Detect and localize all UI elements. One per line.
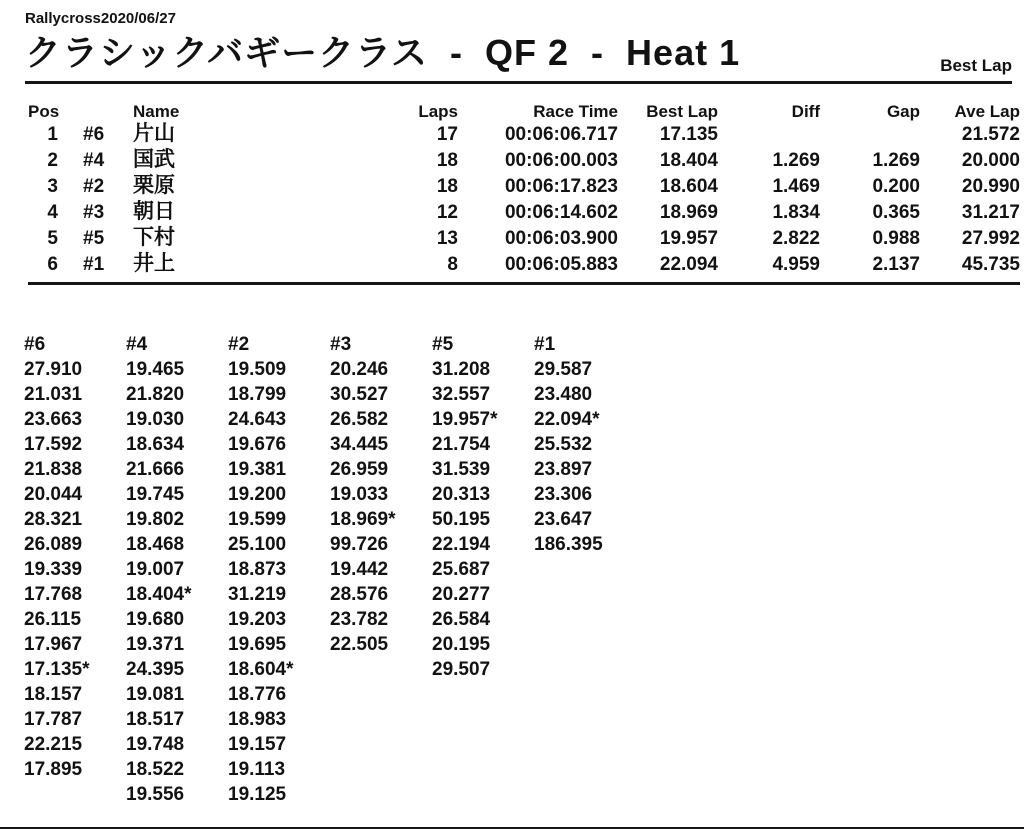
lap-time: 19.556	[126, 784, 185, 805]
lap-time: 28.321	[24, 509, 83, 530]
lap-column-times	[24, 357, 126, 782]
lap-time: 19.957*	[432, 409, 498, 430]
sheet-header	[0, 0, 1024, 84]
result-car-number: #3	[83, 202, 105, 223]
lap-time: 18.776	[228, 684, 287, 705]
lap-time: 18.873	[228, 559, 287, 580]
lap-time: 19.371	[126, 634, 185, 655]
result-laps: 13	[436, 228, 458, 249]
lap-column	[228, 332, 330, 807]
lap-time: 17.787	[24, 709, 83, 730]
lap-time: 31.208	[432, 359, 491, 380]
lap-time: 17.592	[24, 434, 83, 455]
result-diff: 1.469	[772, 176, 820, 197]
col-header-diff: Diff	[791, 102, 820, 121]
result-driver-name: 下村	[133, 226, 175, 249]
result-gap: 0.200	[872, 176, 920, 197]
lap-time: 22.505	[330, 634, 389, 655]
lap-time: 20.044	[24, 484, 83, 505]
result-laps: 8	[447, 254, 458, 275]
result-driver-name: 朝日	[133, 200, 175, 223]
lap-time: 25.687	[432, 559, 491, 580]
lap-time: 21.838	[24, 459, 83, 480]
lap-time: 21.754	[432, 434, 491, 455]
result-best-lap: 22.094	[659, 254, 718, 275]
col-header-ave-lap: Ave Lap	[954, 102, 1020, 121]
lap-column-car-number: #5	[432, 334, 454, 355]
col-header-gap: Gap	[886, 102, 920, 121]
result-best-lap: 17.135	[659, 124, 718, 145]
lap-column-car-number: #6	[24, 334, 46, 355]
lap-time: 19.509	[228, 359, 287, 380]
result-race-time: 00:06:14.602	[504, 202, 618, 223]
result-best-lap: 19.957	[659, 228, 718, 249]
lap-time: 32.557	[432, 384, 491, 405]
result-car-number: #2	[83, 176, 105, 197]
result-laps: 18	[436, 176, 458, 197]
lap-time: 19.680	[126, 609, 185, 630]
result-ave-lap: 21.572	[961, 124, 1020, 145]
lap-time: 99.726	[330, 534, 389, 555]
lap-time: 29.587	[534, 359, 593, 380]
result-pos: 4	[47, 202, 58, 223]
lap-times-grid	[24, 332, 1024, 807]
lap-time: 19.203	[228, 609, 287, 630]
lap-time: 29.507	[432, 659, 491, 680]
lap-time: 19.676	[228, 434, 287, 455]
lap-time: 22.194	[432, 534, 491, 555]
lap-time: 18.604*	[228, 659, 294, 680]
result-ave-lap: 20.990	[961, 176, 1020, 197]
lap-time: 18.468	[126, 534, 185, 555]
lap-time: 17.768	[24, 584, 83, 605]
result-gap: 0.365	[872, 202, 920, 223]
lap-time: 26.582	[330, 409, 389, 430]
lap-time: 18.799	[228, 384, 287, 405]
result-gap: 2.137	[872, 254, 920, 275]
lap-time: 186.395	[534, 534, 603, 555]
lap-time: 18.157	[24, 684, 83, 705]
result-row	[28, 148, 1020, 174]
result-gap: 0.988	[872, 228, 920, 249]
lap-time: 30.527	[330, 384, 389, 405]
lap-time: 23.480	[534, 384, 593, 405]
best-lap-note: Best Lap	[940, 56, 1012, 75]
lap-time: 26.959	[330, 459, 389, 480]
lap-time: 21.666	[126, 459, 185, 480]
result-race-time: 00:06:03.900	[504, 228, 618, 249]
result-best-lap: 18.404	[659, 150, 718, 171]
lap-time: 31.539	[432, 459, 491, 480]
result-race-time: 00:06:17.823	[504, 176, 618, 197]
result-ave-lap: 31.217	[961, 202, 1020, 223]
lap-time: 19.745	[126, 484, 185, 505]
result-car-number: #5	[83, 228, 105, 249]
lap-time: 17.135*	[24, 659, 90, 680]
lap-time: 26.584	[432, 609, 491, 630]
lap-time: 23.663	[24, 409, 83, 430]
lap-time: 18.969*	[330, 509, 396, 530]
lap-time: 19.030	[126, 409, 185, 430]
lap-time: 24.395	[126, 659, 185, 680]
lap-time: 26.089	[24, 534, 83, 555]
result-pos: 1	[47, 124, 58, 145]
lap-column-times	[534, 357, 636, 557]
lap-column-car-number: #1	[534, 334, 556, 355]
lap-time: 20.277	[432, 584, 491, 605]
result-driver-name: 栗原	[133, 174, 175, 197]
lap-time: 20.195	[432, 634, 491, 655]
lap-time: 27.910	[24, 359, 83, 380]
results-table	[28, 100, 1020, 285]
result-best-lap: 18.604	[659, 176, 718, 197]
results-header-row	[28, 100, 1020, 122]
lap-column-car-number: #2	[228, 334, 250, 355]
result-diff: 4.959	[772, 254, 820, 275]
lap-time: 18.983	[228, 709, 287, 730]
event-date: Rallycross2020/06/27	[25, 10, 176, 27]
result-pos: 2	[47, 150, 58, 171]
result-ave-lap: 20.000	[961, 150, 1020, 171]
lap-time: 21.031	[24, 384, 83, 405]
result-driver-name: 井上	[133, 252, 175, 275]
lap-time: 18.634	[126, 434, 185, 455]
lap-time: 19.081	[126, 684, 185, 705]
result-driver-name: 国武	[133, 148, 175, 171]
col-header-race-time: Race Time	[533, 102, 618, 121]
lap-column	[330, 332, 432, 807]
result-row	[28, 122, 1020, 148]
lap-time: 19.200	[228, 484, 287, 505]
lap-time: 17.895	[24, 759, 83, 780]
lap-time: 28.576	[330, 584, 389, 605]
lap-time: 22.215	[24, 734, 83, 755]
result-laps: 18	[436, 150, 458, 171]
result-ave-lap: 27.992	[961, 228, 1020, 249]
lap-time: 23.897	[534, 459, 593, 480]
title-bar	[25, 28, 1012, 78]
result-pos: 6	[47, 254, 58, 275]
lap-time: 22.094*	[534, 409, 600, 430]
lap-time: 18.517	[126, 709, 185, 730]
page-title: クラシックバギークラス - QF 2 - Heat 1	[25, 32, 741, 73]
col-header-pos: Pos	[28, 102, 60, 121]
result-race-time: 00:06:06.717	[504, 124, 618, 145]
result-car-number: #4	[83, 150, 105, 171]
col-header-laps: Laps	[418, 102, 458, 121]
lap-time: 20.246	[330, 359, 389, 380]
lap-time: 19.442	[330, 559, 389, 580]
lap-time: 19.802	[126, 509, 185, 530]
lap-time: 50.195	[432, 509, 491, 530]
lap-column-times	[432, 357, 534, 682]
lap-time: 18.404*	[126, 584, 192, 605]
result-driver-name: 片山	[133, 122, 175, 145]
title-divider	[25, 81, 1012, 84]
col-header-name: Name	[133, 102, 180, 121]
result-ave-lap: 45.735	[961, 254, 1020, 275]
lap-time: 23.782	[330, 609, 389, 630]
result-diff: 2.822	[772, 228, 820, 249]
result-car-number: #1	[83, 254, 105, 275]
lap-column-times	[126, 357, 228, 807]
lap-time: 19.157	[228, 734, 287, 755]
lap-column	[24, 332, 126, 807]
result-race-time: 00:06:05.883	[504, 254, 618, 275]
lap-time: 19.381	[228, 459, 287, 480]
result-row	[28, 226, 1020, 252]
lap-time: 18.522	[126, 759, 185, 780]
result-best-lap: 18.969	[659, 202, 718, 223]
lap-time: 19.007	[126, 559, 185, 580]
lap-time: 26.115	[24, 609, 82, 630]
result-row	[28, 174, 1020, 200]
lap-time: 19.465	[126, 359, 185, 380]
lap-column-times	[330, 357, 432, 657]
lap-time: 23.306	[534, 484, 593, 505]
result-laps: 17	[436, 124, 458, 145]
result-pos: 3	[47, 176, 58, 197]
result-diff: 1.834	[772, 202, 820, 223]
lap-time: 25.532	[534, 434, 593, 455]
lap-time: 19.125	[228, 784, 287, 805]
lap-column-car-number: #4	[126, 334, 148, 355]
lap-time: 17.967	[24, 634, 83, 655]
lap-column-car-number: #3	[330, 334, 352, 355]
lap-column	[534, 332, 636, 807]
col-header-best-lap: Best Lap	[646, 102, 718, 121]
result-row	[28, 252, 1020, 278]
lap-time: 25.100	[228, 534, 287, 555]
result-row	[28, 200, 1020, 226]
lap-time: 24.643	[228, 409, 287, 430]
lap-time: 23.647	[534, 509, 593, 530]
lap-time: 19.113	[228, 759, 286, 780]
result-car-number: #6	[83, 124, 105, 145]
lap-time: 21.820	[126, 384, 185, 405]
lap-time: 19.599	[228, 509, 287, 530]
result-laps: 12	[436, 202, 458, 223]
lap-time: 19.695	[228, 634, 287, 655]
lap-time: 31.219	[228, 584, 287, 605]
results-rows	[28, 122, 1020, 278]
lap-time: 19.339	[24, 559, 83, 580]
result-gap: 1.269	[872, 150, 920, 171]
lap-time: 19.748	[126, 734, 185, 755]
lap-time: 20.313	[432, 484, 491, 505]
lap-column	[126, 332, 228, 807]
lap-column	[432, 332, 534, 807]
result-race-time: 00:06:00.003	[504, 150, 618, 171]
lap-time: 19.033	[330, 484, 389, 505]
lap-time: 34.445	[330, 434, 389, 455]
lap-column-times	[228, 357, 330, 807]
result-pos: 5	[47, 228, 58, 249]
results-divider	[28, 282, 1020, 285]
result-diff: 1.269	[772, 150, 820, 171]
